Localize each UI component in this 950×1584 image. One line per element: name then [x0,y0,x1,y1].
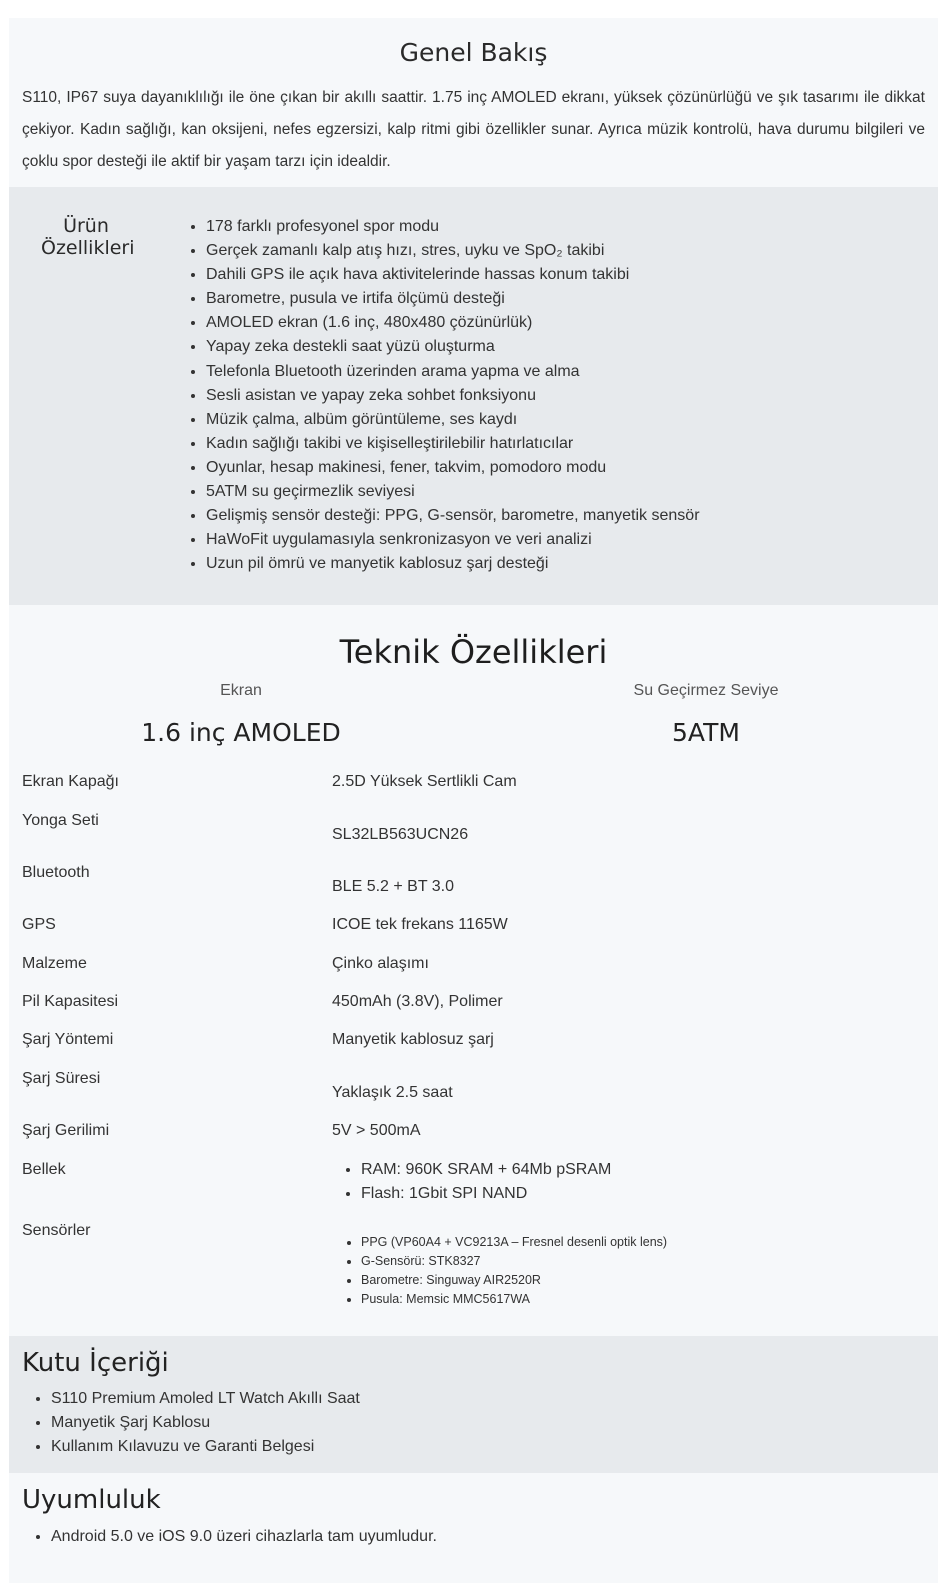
feature-item: • Kadın sağlığı takibi ve kişiselleştirilebilir hatırlatıcılar [206,432,700,456]
spec-key: Şarj Süresi [22,1070,101,1087]
spec-value: 450mAh (3.8V), Polimer [332,993,503,1010]
feature-item: • 178 farklı profesyonel spor modu [206,215,700,239]
feature-item: • Sesli asistan ve yapay zeka sohbet fonksiyonu [206,384,700,408]
spec-value: BLE 5.2 + BT 3.0 [332,878,455,895]
feature-item: • Oyunlar, hesap makinesi, fener, takvim, pomodoro modu [206,456,700,480]
spec-key: Pil Kapasitesi [22,993,119,1010]
spec-key: Şarj Gerilimi [22,1122,110,1139]
compat-item: • Android 5.0 ve iOS 9.0 üzeri cihazlarla tam uyumludur. [51,1525,437,1549]
feature-item: • Gerçek zamanlı kalp atış hızı, stres, uyku ve SpO₂ takibi [206,239,700,263]
feature-item: • Dahili GPS ile açık hava aktivitelerinde hassas konum takibi [206,263,700,287]
spec-value: Yaklaşık 2.5 saat [332,1084,453,1101]
spec-value: Çinko alaşımı [332,955,429,972]
box-title: Kutu İçeriği [22,1348,169,1378]
spec-key: Sensörler [22,1222,91,1239]
sensor-item: • Barometre: Singuway AIR2520R [361,1271,667,1290]
overview-section [9,18,938,187]
feature-item: • Telefonla Bluetooth üzerinden arama yapma ve alma [206,360,700,384]
overview-text: S110, IP67 suya dayanıklılığı ile öne çıkan bir akıllı saattir. 1.75 inç AMOLED ekranı, yüksek çözünürlüğü ve şık tasarımı ile dikkat çekiyor. Kadın sağlığı, kan oksijeni, nefes egzersizi, kalp ritmi gibi özellikler sunar. Ayrıca müzik kontrolü, hava durumu bilgileri ve çoklu spor desteği ile aktif bir yaşam tarzı için idealdir. [22,89,925,170]
feature-item: • Müzik çalma, albüm görüntüleme, ses kaydı [206,408,700,432]
spec-key: GPS [22,916,56,933]
memory-list [332,1158,611,1206]
sensor-item: • G-Sensörü: STK8327 [361,1252,667,1271]
features-list [187,215,700,576]
spec-value: Manyetik kablosuz şarj [332,1031,494,1048]
spec-value: ICOE tek frekans 1165W [332,916,508,933]
highlight-label: Ekran [220,682,262,699]
spec-value [332,1158,611,1206]
overview-title: Genel Bakış [399,38,548,67]
box-item: • Kullanım Kılavuzu ve Garanti Belgesi [51,1435,360,1459]
sensors-list [332,1233,667,1309]
spec-value: 2.5D Yüksek Sertlikli Cam [332,773,517,790]
compat-list [22,1525,437,1549]
highlight-label: Su Geçirmez Seviye [633,682,779,699]
spec-key: Şarj Yöntemi [22,1031,114,1048]
spec-value: 5V > 500mA [332,1122,421,1139]
tech-title: Teknik Özellikleri [339,633,608,671]
spec-key: Ekran Kapağı [22,773,119,790]
spec-value: SL32LB563UCN26 [332,826,469,843]
spec-key: Bellek [22,1161,66,1178]
feature-item: • Yapay zeka destekli saat yüzü oluşturma [206,335,700,359]
spec-key: Malzeme [22,955,87,972]
feature-item: • AMOLED ekran (1.6 inç, 480x480 çözünürlük) [206,311,700,335]
compatibility-section [9,1473,938,1583]
highlight-value: 5ATM [672,718,740,747]
spec-key: Bluetooth [22,864,90,881]
spec-key: Yonga Seti [22,812,99,829]
sensor-item: • Pusula: Memsic MMC5617WA [361,1290,667,1309]
feature-item: • 5ATM su geçirmezlik seviyesi [206,480,700,504]
feature-item: • Gelişmiş sensör desteği: PPG, G-sensör, barometre, manyetik sensör [206,504,700,528]
tech-section [9,605,938,1336]
feature-item: • Barometre, pusula ve irtifa ölçümü desteği [206,287,700,311]
box-item: • Manyetik Şarj Kablosu [51,1411,360,1435]
features-label: Ürün Özellikleri [41,215,135,259]
box-item: • S110 Premium Amoled LT Watch Akıllı Saat [51,1387,360,1411]
box-list [22,1387,360,1459]
feature-item: • HaWoFit uygulamasıyla senkronizasyon ve veri analizi [206,528,700,552]
sensor-item: • PPG (VP60A4 + VC9213A – Fresnel desenli optik lens) [361,1233,667,1252]
highlight-waterproof [474,682,938,747]
features-section [9,187,938,605]
highlight-screen [9,682,473,747]
compat-title: Uyumluluk [22,1485,161,1515]
feature-item: • Uzun pil ömrü ve manyetik kablosuz şarj desteği [206,552,700,576]
spec-value [332,1233,667,1309]
highlight-value: 1.6 inç AMOLED [141,718,341,747]
memory-item: • RAM: 960K SRAM + 64Mb pSRAM [361,1158,611,1182]
memory-item: • Flash: 1Gbit SPI NAND [361,1182,611,1206]
box-contents-section [9,1336,938,1473]
